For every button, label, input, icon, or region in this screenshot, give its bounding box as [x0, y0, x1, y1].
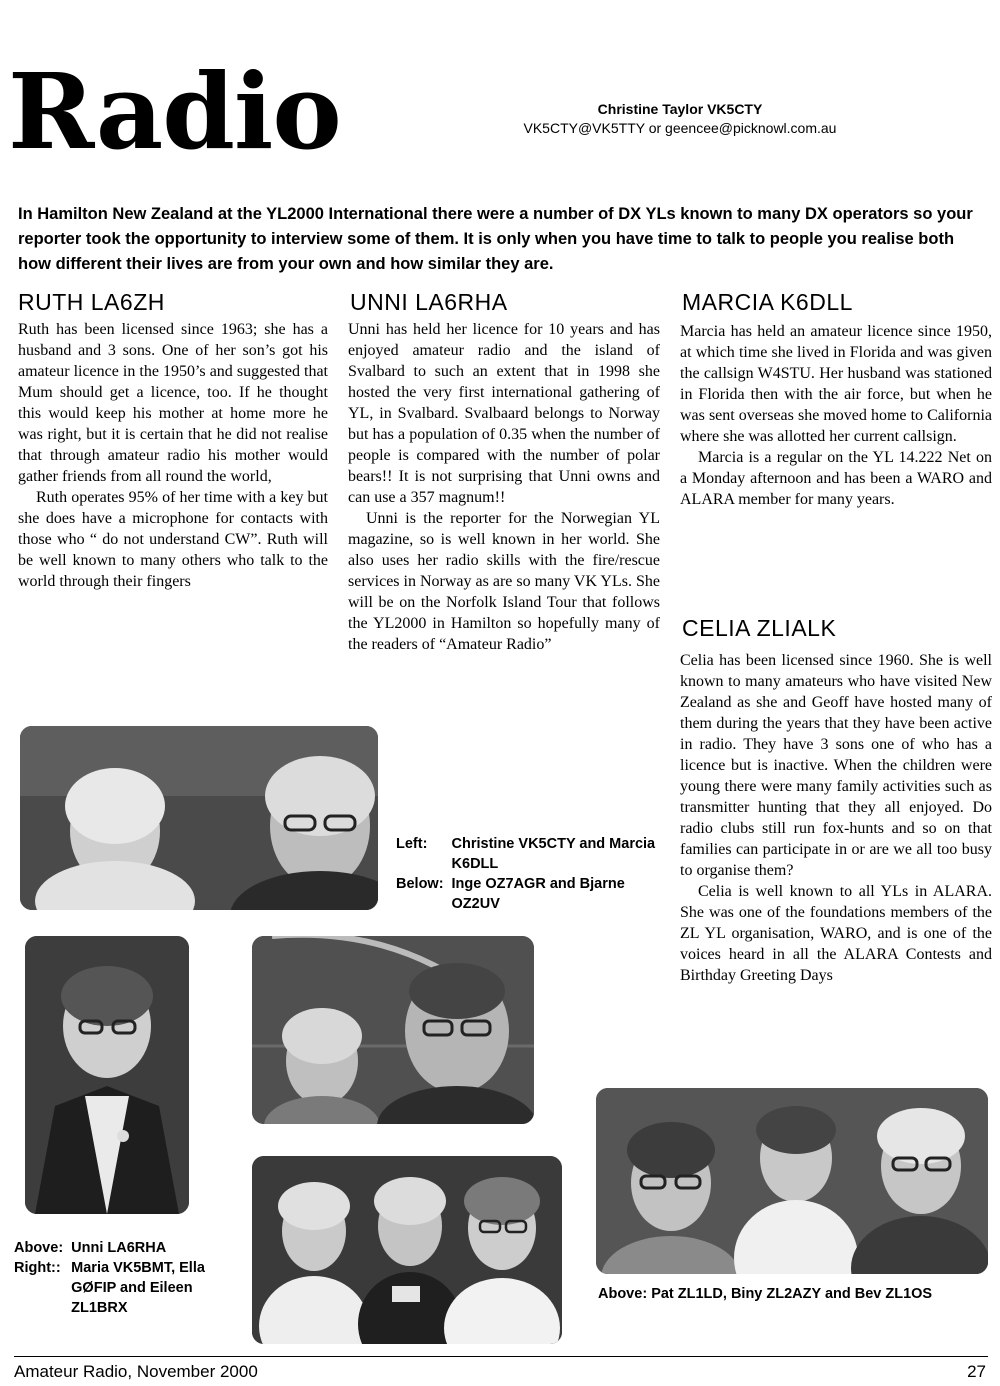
celia-article [680, 650, 992, 986]
caption-above-label: Above: [14, 1240, 64, 1256]
footer-publication: Amateur Radio, November 2000 [14, 1362, 258, 1381]
intro-paragraph: In Hamilton New Zealand at the YL2000 International there were a number of DX YLs known to many DX operators so your reporter took the opportunity to interview some of them. It is only when you have time to talk to people you realise both how different their lives are from your own and how similar they are. [18, 205, 973, 273]
unni-paragraph-2: Unni is the reporter for the Norwegian YL magazine, so is well known in her world. She also uses her radio skills with the fire/rescue services in Norway as are so many VK YLs. She will be on the Norfolk Island Tour that follows the YL2000 in Hamilton so hopefully many of the readers of “Amateur Radio” [348, 510, 660, 653]
ruth-paragraph-1: Ruth has been licensed since 1963; she has a husband and 3 sons. One of her son’s got his amateur licence in the 1950’s and suggested that Mum should get a licence, too. If he thought this would keep his mother at home more he was right, but it is certain that he did not realise that through amateur radio his mother would gather friends from all round the world, [18, 321, 328, 485]
photo-christine-marcia [20, 726, 378, 910]
caption-photo-3 [14, 1238, 244, 1318]
photo-pat-biny-bev [596, 1088, 988, 1274]
marcia-paragraph-1: Marcia has held an amateur licence since 1950, at which time she lived in Florida and was given the callsign W4STU. Her husband was stationed in Florida then with the air force, but when he was sent overseas she moved home to California where she was allotted her current callsign. [680, 323, 992, 445]
marcia-heading: MARCIA K6DLL [682, 289, 853, 315]
photo-maria-ella-eileen [252, 1156, 562, 1344]
marcia-paragraph-2: Marcia is a regular on the YL 14.222 Net on a Monday afternoon and has been a WARO and ALARA member for many years. [680, 449, 992, 508]
caption-left-label: Left: [396, 836, 428, 852]
unni-paragraph-1: Unni has held her licence for 10 years and has enjoyed amateur radio and the island of Svalbard to such an extent that in 1998 she hosted the very first international gathering of YL, in Svalbard. Svalbaard belongs to Norway but has a population of 0.35 when the number of people is compared with the number of polar bears!! It is not surprising that Unni owns and can use a 357 magnum!! [348, 321, 660, 506]
caption-below-text: Inge OZ7AGR and Bjarne OZ2UV [451, 876, 625, 912]
ruth-heading: RUTH LA6ZH [18, 289, 165, 315]
photo-unni [25, 936, 189, 1214]
caption-right-label: Right:: [14, 1260, 61, 1276]
unni-heading: UNNI LA6RHA [350, 289, 508, 315]
marcia-article [680, 321, 992, 510]
caption-right-text: Maria VK5BMT, Ella GØFIP and Eileen ZL1BRX [71, 1260, 205, 1316]
caption-above-text: Unni LA6RHA [71, 1240, 167, 1256]
caption-photo-1 [396, 834, 656, 914]
ruth-paragraph-2: Ruth operates 95% of her time with a key but she does have a microphone for contacts with those who “ do not understand CW”. Ruth will be well known to many others who talk to the world through their fingers [18, 489, 328, 590]
caption-photo5-text: Pat ZL1LD, Biny ZL2AZY and Bev ZL1OS [651, 1286, 933, 1302]
author-contact: VK5CTY@VK5TTY or geencee@picknowl.com.au [523, 120, 837, 136]
celia-heading: CELIA ZLIALK [682, 615, 837, 641]
ruth-article [18, 319, 328, 592]
footer-page-number: 27 [967, 1362, 986, 1381]
caption-below-label: Below: [396, 876, 444, 892]
unni-article [348, 319, 660, 655]
caption-photo-5 [598, 1284, 988, 1304]
photo-inge-bjarne [252, 936, 534, 1124]
author-block [470, 100, 890, 138]
celia-paragraph-1: Celia has been licensed since 1960. She is well known to many amateurs who have visited New Zealand as she and Geoff have hosted many of them during the years that they have been active in radio. They have 3 sons one of who has a licence but is inactive. When the children were young there were many family activities such as transmitter hunting that they all enjoyed. Do radio clubs still run fox-hunts and so on that families can participate in or are we all too busy to organise them? [680, 652, 992, 879]
caption-left-text: Christine VK5CTY and Marcia K6DLL [451, 836, 656, 872]
author-name: Christine Taylor VK5CTY [597, 101, 763, 117]
caption-photo5-label: Above: [598, 1286, 648, 1302]
celia-paragraph-2: Celia is well known to all YLs in ALARA. She was one of the foundations members of the ZL YL organisation, WARO, and is one of the voices heard in all the ALARA Contests and Birthday Greeting Days [680, 883, 992, 984]
footer-divider [14, 1356, 988, 1357]
masthead-title: Radio [8, 50, 341, 173]
